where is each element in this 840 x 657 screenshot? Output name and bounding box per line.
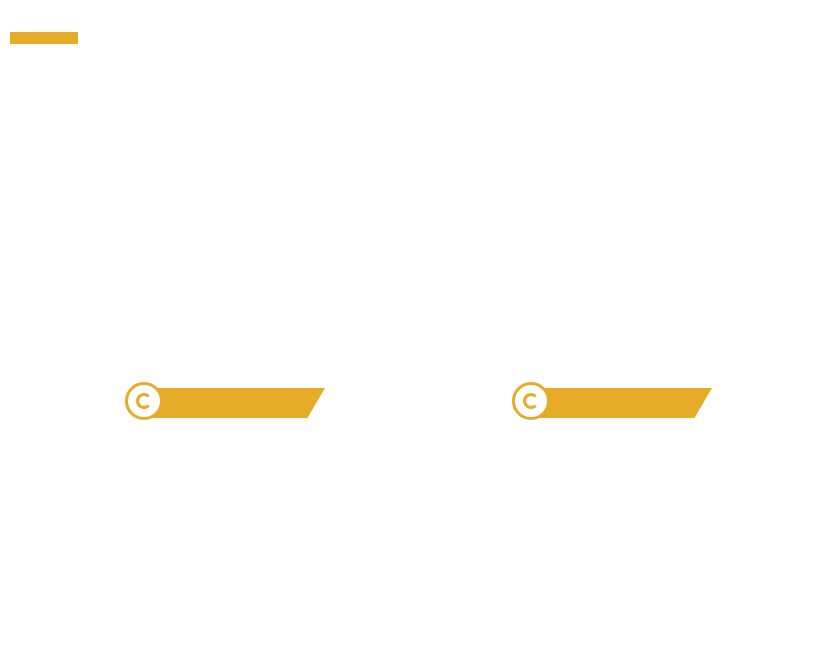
product-section-title xyxy=(149,388,325,418)
spec-table xyxy=(9,31,832,45)
drawing-section-badge xyxy=(512,384,712,424)
bearing-icon xyxy=(512,382,550,420)
product-section-badge xyxy=(125,384,325,424)
chain-product-image xyxy=(150,420,290,620)
bearing-icon xyxy=(125,382,163,420)
header-material-no xyxy=(10,32,79,45)
technical-drawing xyxy=(455,430,745,600)
drawing-section-title xyxy=(536,388,712,418)
